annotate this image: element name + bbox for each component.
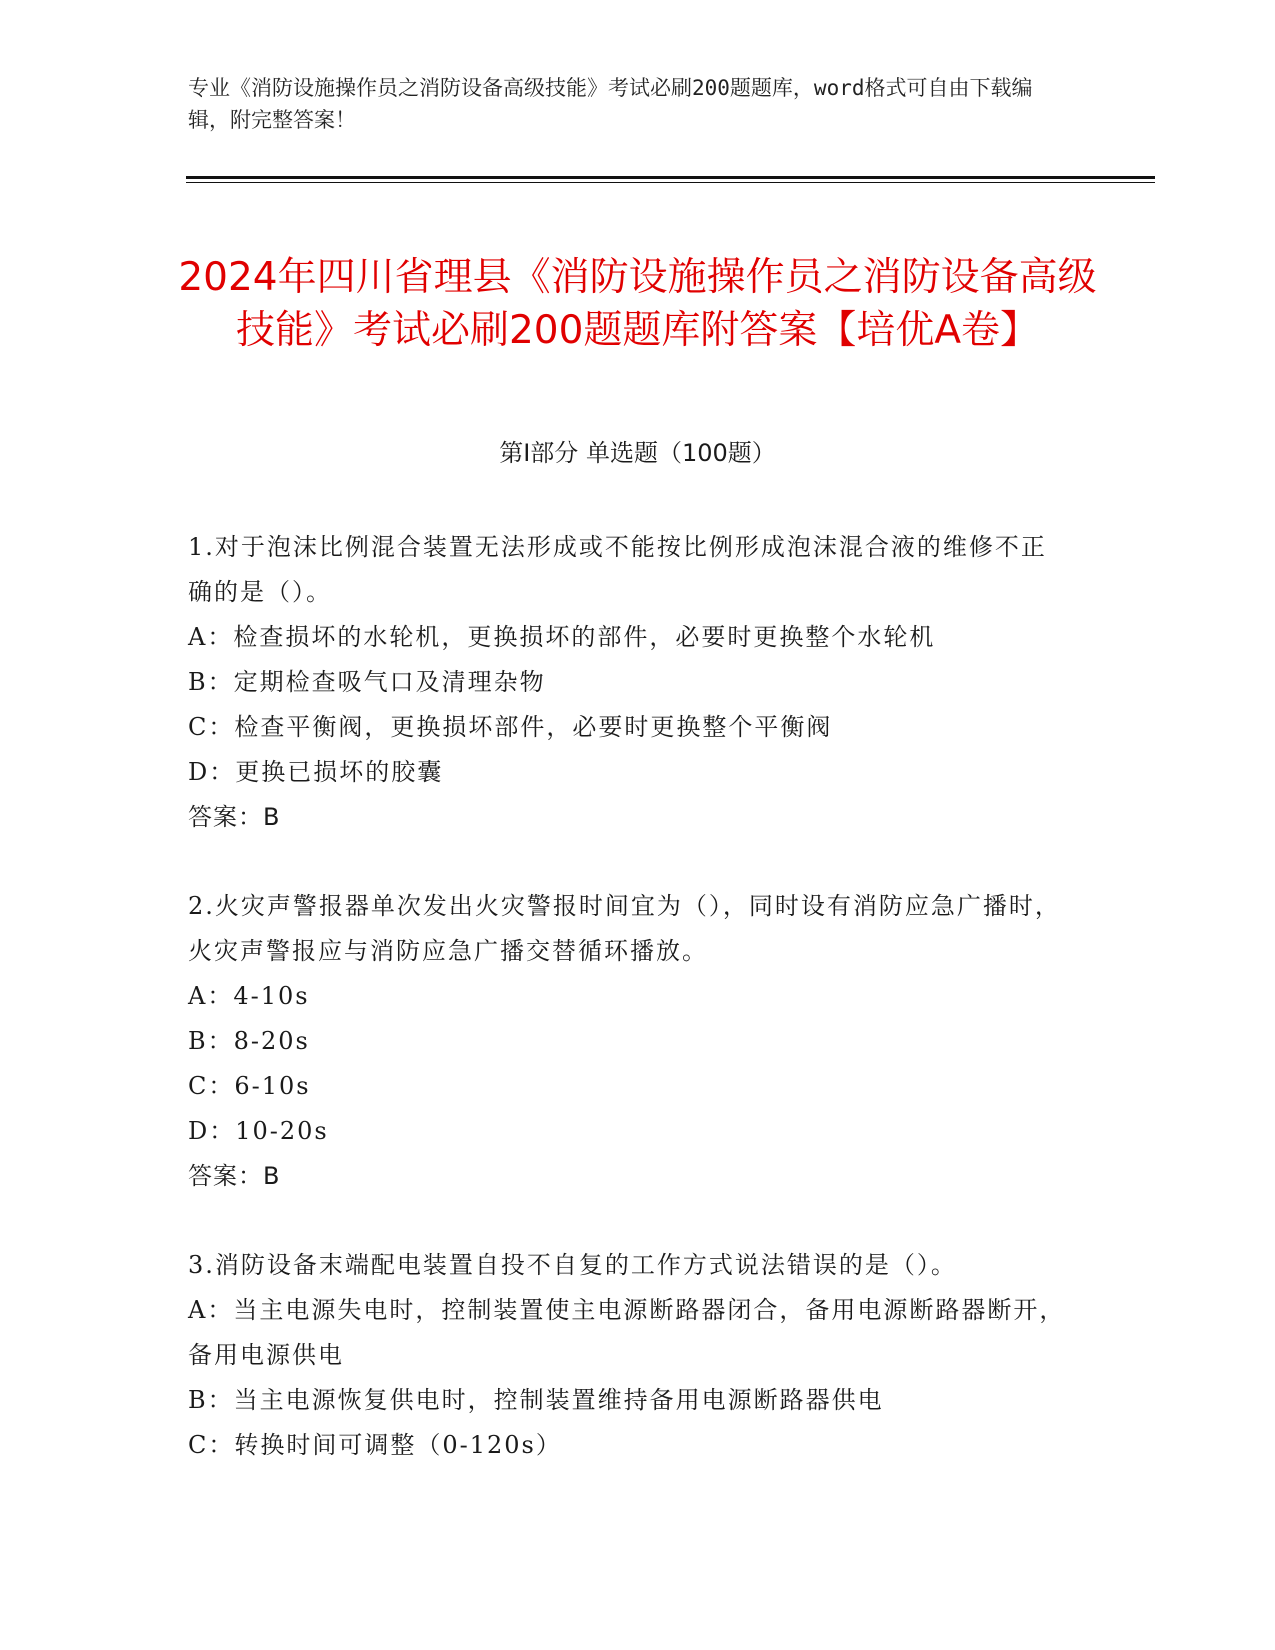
question-answer: 答案：B <box>188 1162 281 1190</box>
question-item <box>188 1243 1068 1468</box>
question-option: C：检查平衡阀，更换损坏部件，必要时更换整个平衡阀 <box>188 713 833 741</box>
question-list <box>188 525 1068 1512</box>
question-option: B：当主电源恢复供电时，控制装置维持备用电源断路器供电 <box>188 1386 884 1414</box>
question-item <box>188 525 1068 840</box>
question-option: A：4-10s <box>188 982 310 1010</box>
header-note: 专业《消防设施操作员之消防设备高级技能》考试必刷200题题库，word格式可自由下载编辑，附完整答案！ <box>188 76 1033 132</box>
question-option: C：6-10s <box>188 1072 311 1100</box>
question-stem: 3.消防设备末端配电装置自投不自复的工作方式说法错误的是（）。 <box>188 1251 957 1279</box>
document-title: 2024年四川省理县《消防设施操作员之消防设备高级技能》考试必刷200题题库附答案【培优A卷】 <box>178 255 1097 354</box>
question-stem: 1.对于泡沫比例混合装置无法形成或不能按比例形成泡沫混合液的维修不正确的是（）。 <box>188 533 1047 606</box>
question-option: B：8-20s <box>188 1027 310 1055</box>
question-answer: 答案：B <box>188 803 281 831</box>
question-option: D：更换已损坏的胶囊 <box>188 758 444 786</box>
question-option: A：检查损坏的水轮机，更换损坏的部件，必要时更换整个水轮机 <box>188 623 936 651</box>
question-option: C：转换时间可调整（0-120s） <box>188 1431 562 1459</box>
question-item <box>188 884 1068 1199</box>
header-divider-thin <box>186 182 1155 183</box>
section-heading: 第I部分 单选题（100题） <box>499 439 776 467</box>
question-option: B：定期检查吸气口及清理杂物 <box>188 668 546 696</box>
question-stem: 2.火灾声警报器单次发出火灾警报时间宜为（），同时设有消防应急广播时，火灾声警报应与消防应急广播交替循环播放。 <box>188 892 1061 965</box>
question-option: D：10-20s <box>188 1117 329 1145</box>
header-divider-thick <box>186 176 1155 179</box>
question-option: A：当主电源失电时，控制装置使主电源断路器闭合，备用电源断路器断开，备用电源供电 <box>188 1296 1066 1369</box>
